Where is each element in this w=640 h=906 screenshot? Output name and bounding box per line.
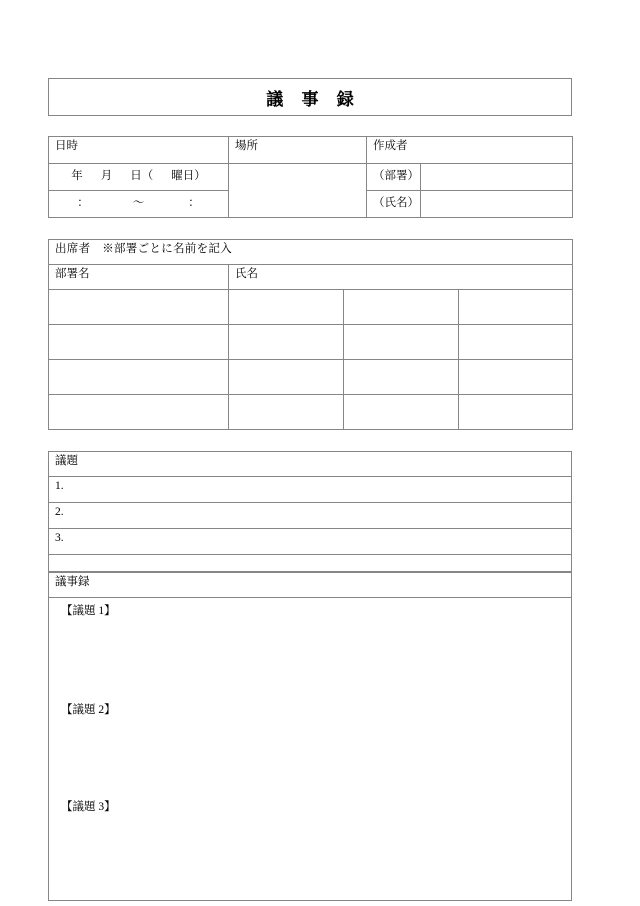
document-sheet	[48, 78, 572, 901]
attendee-name-cell[interactable]	[229, 395, 344, 430]
spacer-title-info	[48, 116, 572, 136]
minutes-writing-space-1[interactable]	[61, 619, 565, 703]
minutes-body-cell[interactable]	[49, 598, 572, 901]
attendees-note-row	[49, 240, 573, 265]
place-field[interactable]	[229, 164, 367, 218]
minutes-body-row	[49, 598, 572, 901]
agenda-item-row	[49, 529, 572, 555]
attendees-column-header-row	[49, 265, 573, 290]
department-column-header: 部署名	[49, 265, 229, 290]
weekday-label: 曜日）	[171, 170, 206, 183]
table-row	[49, 395, 573, 430]
time-tilde-label: ～	[132, 197, 145, 210]
minutes-topic-3: 【議題 3】	[61, 800, 116, 813]
agenda-spacer-cell	[49, 555, 572, 572]
author-header: 作成者	[367, 137, 573, 164]
minutes-topic-1: 【議題 1】	[61, 605, 116, 617]
time-start-label: ：	[77, 197, 89, 210]
page-title: 議 事 録	[266, 89, 361, 109]
time-field[interactable]	[49, 191, 229, 218]
attendee-name-cell[interactable]	[344, 395, 459, 430]
attendee-name-cell[interactable]	[229, 325, 344, 360]
attendee-department-cell[interactable]	[49, 290, 229, 325]
attendee-name-cell[interactable]	[229, 360, 344, 395]
author-name-label: （氏名）	[367, 191, 421, 218]
table-row	[49, 360, 573, 395]
minutes-table	[48, 572, 572, 901]
author-department-label: （部署）	[367, 164, 421, 191]
agenda-spacer-row	[49, 555, 572, 572]
agenda-header-row	[49, 452, 572, 477]
agenda-item-3[interactable]: 3.	[49, 529, 572, 555]
agenda-item-1[interactable]: 1.	[49, 477, 572, 503]
attendees-note: 出席者 ※部署ごとに名前を記入	[49, 240, 573, 265]
document-title-box	[48, 78, 572, 116]
agenda-item-2[interactable]: 2.	[49, 503, 572, 529]
attendee-name-cell[interactable]	[459, 325, 573, 360]
attendee-name-cell[interactable]	[229, 290, 344, 325]
attendee-department-cell[interactable]	[49, 395, 229, 430]
day-label: 日（	[130, 170, 154, 183]
attendees-table	[48, 239, 573, 430]
meeting-info-table	[48, 136, 573, 218]
month-label: 月	[100, 170, 113, 183]
attendee-name-cell[interactable]	[459, 360, 573, 395]
table-row	[49, 325, 573, 360]
minutes-header-row	[49, 573, 572, 598]
agenda-header: 議題	[49, 452, 572, 477]
info-date-row	[49, 164, 573, 191]
agenda-table	[48, 451, 572, 572]
attendee-name-cell[interactable]	[459, 395, 573, 430]
spacer-attendees-agenda	[48, 430, 572, 451]
attendee-name-cell[interactable]	[344, 325, 459, 360]
agenda-item-row	[49, 477, 572, 503]
author-name-field[interactable]	[421, 191, 573, 218]
agenda-item-row	[49, 503, 572, 529]
spacer-info-attendees	[48, 218, 572, 239]
time-end-label: ：	[188, 197, 200, 210]
place-header: 場所	[229, 137, 367, 164]
info-header-row	[49, 137, 573, 164]
datetime-header: 日時	[49, 137, 229, 164]
attendee-name-cell[interactable]	[459, 290, 573, 325]
attendee-name-cell[interactable]	[344, 290, 459, 325]
author-department-field[interactable]	[421, 164, 573, 191]
attendee-department-cell[interactable]	[49, 325, 229, 360]
name-column-header: 氏名	[229, 265, 573, 290]
minutes-topic-2: 【議題 2】	[61, 703, 116, 716]
minutes-header: 議事録	[49, 573, 572, 598]
attendee-name-cell[interactable]	[344, 360, 459, 395]
minutes-writing-space-2[interactable]	[61, 718, 565, 800]
attendee-department-cell[interactable]	[49, 360, 229, 395]
table-row	[49, 290, 573, 325]
date-field[interactable]	[49, 164, 229, 191]
year-label: 年	[71, 170, 83, 183]
